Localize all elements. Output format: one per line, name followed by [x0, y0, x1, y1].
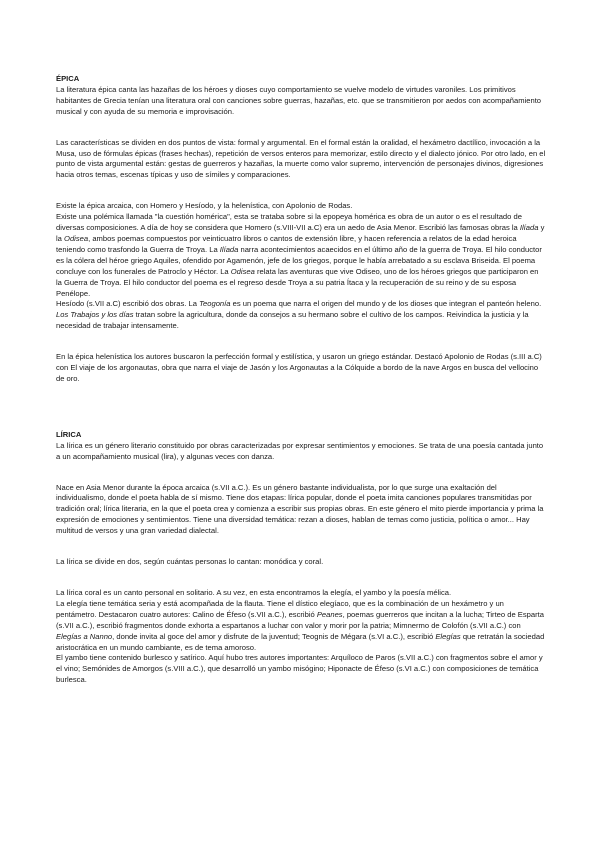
section-heading-lirica: LÍRICA — [56, 429, 82, 439]
document-body — [56, 74, 546, 686]
work-title-odisea: Odisea — [230, 266, 255, 276]
epica-intro-paragraph: La literatura épica canta las hazañas de los héroes y dioses cuyo comportamiento se vuelve modelo de virtudes varoniles. Los primitivos habitantes de Grecia tenían una literatura oral con canciones sobre guerras, hazañas, etc. que se transmitieron por aedos con acompañamiento musical y con ayuda de su memoria e improvisación. — [56, 84, 542, 116]
lirica-coral-paragraph: La lírica coral es un canto personal en solitario. A su vez, en esta encontramos la elegía, el yambo y la poesía mélica. — [56, 588, 452, 597]
lirica-elegia-paragraph: La elegía tiene temática seria y está acompañada de la flauta. Tiene el dístico elegíaco, que es la combinación de un hexámetro y un pentámetro. Destacaron cuatro autores: Calino de Éfeso (s.VII a.C.), escribió Peanes, poemas guerreros que incitan a la lucha; Tirteo de Esparta (s.VII a.C.), escribió fragmentos donde exhorta a espartanos a luchar con valor y morir por la patria; Mimnermo de Colofón (s.VII a.C.) con Elegías a Nanno, donde invita al goce del amor y disfrute de la juventud; Teognis de Mégara (s.VI a.C.), escribió Elegías que retratán la sociedad aristocrática en un mundo cambiante, es de tema amoroso. — [56, 598, 545, 652]
work-title-odisea: Odisea — [64, 233, 89, 243]
lirica-intro-paragraph: La lírica es un género literario constituido por obras caracterizadas por expresar sentimientos y emociones. Se trata de una poesía cantada junto a un acompañamiento musical (lira), y algunas veces con danza. — [56, 440, 544, 461]
section-heading-epica: ÉPICA — [56, 74, 80, 83]
lirica-yambo-paragraph: El yambo tiene contenido burlesco y satírico. Aquí hubo tres autores importantes: Arquíloco de Paros (s.VII a.C.) con fragmentos sobre el amor y el vino; Semónides de Amorgos (s.VIII a.C.), que desarrolló un yambo misógino; Hiponacte de Éfeso (s.VI a.C.) con composiciones de temática burlesca. — [56, 653, 543, 685]
epica-types-paragraph: Existe la épica arcaica, con Homero y Hesíodo, y la helenística, con Apolonio de Rodas. — [56, 201, 353, 211]
work-title-peanes: Peanes — [316, 609, 343, 619]
work-title-elegias: Elegías — [435, 631, 461, 641]
lirica-division-paragraph: La lírica se divide en dos, según cuántas personas lo cantan: monódica y coral. — [56, 557, 324, 567]
work-title-teogonia: Teogonía — [199, 299, 231, 309]
work-title-iliada: Ilíada — [519, 223, 539, 233]
lirica-origin-paragraph: Nace en Asia Menor durante la época arcaica (s.VII a.C.). Es un género bastante individualista, por lo que surge una exaltación del individualismo, donde el poeta habla de sí mismo. Tiene dos etapas: lírica popular, donde el poeta imita canciones populares transmitidas por tradición oral; lírica literaria, en la que el poeta crea y comienza a escribir sus propias obras. En este género el mito pierde importancia y prima la expresión de emociones y sentimientos. Tiene una diversidad temática: rezan a dioses, hablan de temas como justicia, política o amor... Hay multitud de versos y una gran variedad dialectal. — [56, 482, 544, 536]
epica-homer-paragraph: Existe una polémica llamada "la cuestión homérica", esta se trataba sobre si la epopeya homérica es obra de un autor o es el resultado de diversas composiciones. A día de hoy se considera que Homero (s.VIII-VII a.C) era un aedo de Asia Menor. Escribió las famosas obras la Ilíada y la Odisea, ambos poemas compuestos por veinticuatro libros o cantos de extensión libre, y hacen referencia a relatos de la edad heroica teniendo como trasfondo la Guerra de Troya. La Ilíada narra acontecimientos acaecidos en el último año de la guerra de Troya. El hilo conductor es la cólera del héroe griego Aquiles, ofendido por Agamenón, jefe de los griegos, porque le había arrebatado a su esclava Briseida. El poema concluye con los funerales de Patroclo y Héctor. La Odisea relata las aventuras que vive Odiseo, uno de los héroes griegos que participaron en la Guerra de Troya. El hilo conductor del poema es el regreso desde Troya a su patria Ítaca y la recuperación de su reino y de su esposa Penélope. — [56, 212, 545, 298]
work-title-elegias-nanno: Elegías a Nanno — [56, 631, 113, 641]
work-title-iliada: Ilíada — [219, 244, 239, 254]
epica-hellenistic-paragraph: En la épica helenística los autores buscaron la perfección formal y estilística, y usaron un griego estándar. Destacó Apolonio de Rodas (s.III a.C) con El viaje de los argonautas, obra que narra el viaje de Jasón y los Argonautas a la Cólquide a bordo de la nave Argos en busca del vellocino de oro. — [56, 352, 542, 383]
work-title-trabajos: Los Trabajos y los días — [56, 310, 134, 320]
epica-characteristics-paragraph: Las características se dividen en dos puntos de vista: formal y argumental. En el formal están la oralidad, el hexámetro dactílico, invocación a la Musa, uso de fórmulas épicas (frases hechas), repetición de versos enteros para memorizar, estilo directo y el dialecto jónico. Por otro lado, en el punto de vista argumental están: gestas de guerreros y hazañas, la muerte como valor supremo, intervención de personajes divinos, digresiones hacia otros temas, escenas típicas y uso de símiles y comparaciones. — [56, 137, 546, 180]
epica-hesiod-paragraph: Hesíodo (s.VII a.C) escribió dos obras. La Teogonía es un poema que narra el origen del mundo y de los dioses que integran el panteón heleno. Los Trabajos y los días tratan sobre la agricultura, donde da consejos a su hermano sobre el cultivo de los campos. Reivindica la justicia y la necesidad de trabajar intensamente. — [56, 299, 542, 331]
